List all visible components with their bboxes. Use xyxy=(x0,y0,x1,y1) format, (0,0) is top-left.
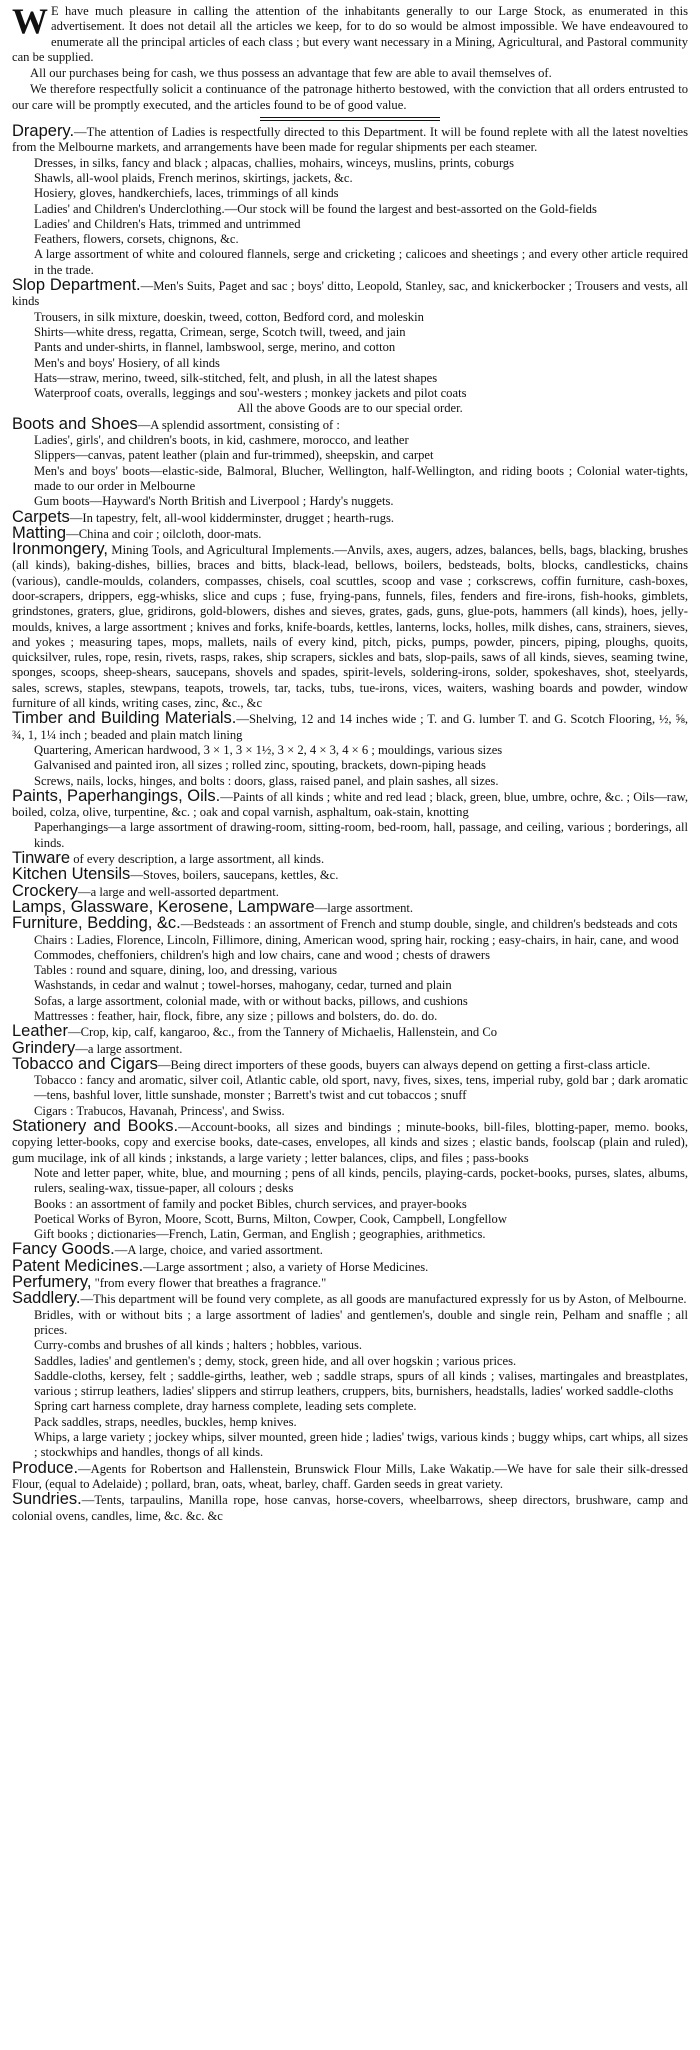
section-lead-text: —A large, choice, and varied assortment. xyxy=(114,1243,323,1258)
section-entry: Slippers—canvas, patent leather (plain and fur-trimmed), sheepskin, and carpet xyxy=(34,448,434,463)
section-lead xyxy=(12,867,688,883)
section xyxy=(12,916,688,1024)
section-entry: Tobacco : fancy and aromatic, silver coil, Atlantic cable, old sport, navy, fives, sixes, tens, imperial ruby, gold bar ; dark aromatic—tens, bashful lover, little sunshade, monster ; Barrett's twist and cut tobaccos ; snuff xyxy=(34,1073,688,1103)
section-entry: Mattresses : feather, hair, flock, fibre, any size ; pillows and bolsters, do. do. do. xyxy=(34,1009,438,1023)
intro-paragraph: We therefore respectfully solicit a continuance of the patronage hitherto bestowed, with the conviction that all orders entrusted to our care will be promptly executed, and the articles found to be of good value. xyxy=(12,82,688,112)
section-entry: Gift books ; dictionaries—French, Latin, German, and English ; geographies, arithmetics. xyxy=(34,1227,486,1242)
section-entry: Paperhangings—a large assortment of drawing-room, sitting-room, bed-room, hall, passage, and ceiling, various ; borderings, all kinds. xyxy=(34,820,688,850)
section-heading: Stationery and Books. xyxy=(12,1117,179,1136)
intro-text: E have much pleasure in calling the attention of the inhabitants generally to our Large Stock, as enumerated in this advertisement. It does not detail all the articles we keep, for to do so would be almost impossible. We have endeavoured to enumerate all the principal articles of each class ; but every want necessary in a Mining, Agricultural, and Pastoral community can be supplied. xyxy=(12,4,688,64)
section-entry: Gum boots—Hayward's North British and Liverpool ; Hardy's nuggets. xyxy=(34,494,394,509)
section-entry: Ladies' and Children's Underclothing.—Our stock will be found the largest and best-assorted on the Gold-fields xyxy=(34,201,597,216)
section-heading: Carpets xyxy=(12,507,70,526)
section-entry: Whips, a large variety ; jockey whips, silver mounted, green hide ; ladies' twigs, various kinds ; buggy whips, cart whips, all sizes ; stockwhips and handles, thongs of all kinds. xyxy=(34,1430,688,1460)
section-heading: Ironmongery, xyxy=(12,540,108,559)
section-entry: Pants and under-shirts, in flannel, lambswool, serge, merino, and cotton xyxy=(34,340,396,355)
section-entry: Bridles, with or without bits ; a large assortment of ladies' and gentlemen's, double and single rein, Pelham and snaffle ; all prices. xyxy=(34,1307,688,1337)
section-entry: Screws, nails, locks, hinges, and bolts : doors, glass, raised panel, and plain sashes, all sizes. xyxy=(34,773,499,788)
section-lead-text: —Crop, kip, calf, kangaroo, &c., from the Tannery of Michaelis, Hallenstein, and Co xyxy=(67,1025,498,1040)
section-entry: Men's and boys' boots—elastic-side, Balmoral, Blucher, Wellington, half-Wellington, and riding boots ; Colonial water-tights, made to our order in Melbourne xyxy=(34,463,688,493)
section-lead xyxy=(12,1024,688,1040)
section-heading: Timber and Building Materials. xyxy=(12,709,237,728)
section-lead-text: —A splendid assortment, consisting of : xyxy=(137,417,340,432)
section-heading: Fancy Goods. xyxy=(12,1240,115,1259)
section-lead-text: —Bedsteads : an assortment of French and stump double, single, and children's bedsteads and cots xyxy=(180,917,678,932)
section xyxy=(12,1119,688,1242)
section-heading: Saddlery. xyxy=(12,1289,81,1308)
section-lead-text: —Shelving, 12 and 14 inches wide ; T. and G. lumber T. and G. Scotch Flooring, ½, ⅝, ¾, 1, 1¼ inch ; beaded and plain match lining xyxy=(12,712,689,742)
section-heading: Perfumery, xyxy=(12,1273,92,1292)
section-heading: Lamps, Glassware, Kerosene, Lampware xyxy=(12,897,315,916)
section-entry: Spring cart harness complete, dray harness complete, leading sets complete. xyxy=(34,1399,417,1414)
section-entry: Books : an assortment of family and pocket Bibles, church services, and prayer-books xyxy=(34,1196,467,1211)
section-lead xyxy=(12,1291,688,1307)
section xyxy=(12,711,688,788)
section-heading: Crockery xyxy=(12,881,79,900)
section-entry: Tables : round and square, dining, loo, and dressing, various xyxy=(34,963,338,978)
section-heading: Grindery xyxy=(12,1038,76,1057)
section-heading: Kitchen Utensils xyxy=(12,865,131,884)
section-entry: Saddles, ladies' and gentlemen's ; demy, stock, green hide, and all over hogskin ; various prices. xyxy=(34,1353,517,1368)
section-lead-text: —a large and well-assorted department. xyxy=(78,884,279,899)
section-lead-text: —Account-books, all sizes and bindings ; minute-books, bill-files, blotting-paper, memo. books, copying letter-books, copy and exercise books, date-cases, envelopes, all kinds and sizes ; elastic bands, foolscap (plain and ruled), gum mucilage, ink of all kinds ; inkstands, a large variety ; letter balances, clips, and files ; pass-books xyxy=(12,1120,689,1165)
intro-paragraph: All our purchases being for cash, we thus possess an advantage that few are able to avail themselves of. xyxy=(30,66,552,81)
section-lead-text: —Agents for Robertson and Hallenstein, Brunswick Flour Mills, Lake Wakatip.—We have for sale their silk-dressed Flour, (equal to Adelaide) ; pollard, bran, oats, wheat, barley, chaff. Garden seeds in great variety. xyxy=(12,1461,688,1491)
section-entry: Men's and boys' Hosiery, of all kinds xyxy=(34,355,220,370)
section-lead xyxy=(12,1458,688,1493)
section xyxy=(12,1275,688,1291)
section xyxy=(12,1492,688,1524)
section-lead-text: —Large assortment ; also, a variety of Horse Medicines. xyxy=(143,1259,429,1274)
section-lead-text: —This department will be found very complete, as all goods are manufactured expressly for us by Aston, of Melbourne. xyxy=(80,1292,687,1307)
section-heading: Sundries. xyxy=(12,1490,82,1509)
section-lead xyxy=(12,1492,688,1524)
section-entry: Poetical Works of Byron, Moore, Scott, Burns, Milton, Cowper, Cook, Campbell, Longfellow xyxy=(34,1211,507,1226)
section-entry: Quartering, American hardwood, 3 × 1, 3 × 1½, 3 × 2, 4 × 3, 4 × 6 ; mouldings, various sizes xyxy=(34,742,503,757)
section-lead-text: —China and coir ; oilcloth, door-mats. xyxy=(66,526,262,541)
section-heading: Leather xyxy=(12,1022,68,1041)
section-entry: Chairs : Ladies, Florence, Lincoln, Fillimore, dining, American wood, spring hair, rocking ; easy-chairs, in hair, cane, and wood xyxy=(34,932,679,947)
section-heading: Boots and Shoes xyxy=(12,414,138,433)
section xyxy=(12,542,688,711)
section-entry: Saddle-cloths, kersey, felt ; saddle-girths, leather, web ; saddle straps, spurs of all kinds ; valises, martingales and breastplates, various ; stirrup leathers, ladies' slippers and stirrup leathers, cruppers, bits, burnishers, headstalls, ladies' worked saddle-cloths xyxy=(34,1368,688,1399)
section-entry: Ladies' and Children's Hats, trimmed and untrimmed xyxy=(34,216,301,231)
section-heading: Slop Department. xyxy=(12,276,141,295)
section-lead xyxy=(12,124,688,156)
intro-paragraph xyxy=(12,1,688,65)
section-entry: Sofas, a large assortment, colonial made, with or without backs, pillows, and cushions xyxy=(34,993,468,1008)
section-lead xyxy=(12,786,689,821)
section-lead xyxy=(12,711,688,743)
section-entry: Washstands, in cedar and walnut ; towel-horses, mahogany, cedar, turned and plain xyxy=(34,978,452,993)
section-note: All the above Goods are to our special order. xyxy=(237,401,463,416)
section-entry: Waterproof coats, overalls, leggings and sou'-westers ; monkey jackets and pilot coats xyxy=(34,386,467,401)
section-lead-text: —In tapestry, felt, all-wool kidderminster, drugget ; hearth-rugs. xyxy=(69,510,395,525)
section-heading: Paints, Paperhangings, Oils. xyxy=(12,786,221,805)
section xyxy=(12,1458,688,1493)
section xyxy=(12,507,688,526)
section-entry: Shawls, all-wool plaids, French merinos, skirtings, jackets, &c. xyxy=(34,170,353,185)
section-heading: Furniture, Bedding, &c. xyxy=(12,914,181,933)
section-lead-text: —Being direct importers of these goods, buyers can always depend on getting a first-class article. xyxy=(157,1057,651,1072)
section-entry: Feathers, flowers, corsets, chignons, &c. xyxy=(34,232,239,247)
section-heading: Tinware xyxy=(12,849,71,868)
section-entry: Galvanised and painted iron, all sizes ; rolled zinc, spouting, brackets, down-piping heads xyxy=(34,758,486,773)
divider-rule xyxy=(260,117,440,121)
section-heading: Patent Medicines. xyxy=(12,1256,144,1275)
section-entry: Commodes, cheffoniers, children's high and low chairs, cane and wood ; chests of drawers xyxy=(34,947,490,962)
section-entry: Trousers, in silk mixture, doeskin, tweed, cotton, Bedford cord, and moleskin xyxy=(34,309,424,324)
section-lead-text: "from every flower that breathes a fragrance." xyxy=(91,1276,327,1291)
section-lead xyxy=(12,414,688,433)
section-lead xyxy=(12,1275,688,1291)
section xyxy=(12,1024,688,1040)
section-lead xyxy=(12,916,688,932)
section-entry: Dresses, in silks, fancy and black ; alpacas, challies, mohairs, winceys, muslins, prints, coburgs xyxy=(34,155,514,170)
section xyxy=(12,1256,688,1275)
section xyxy=(12,867,688,883)
section xyxy=(12,124,688,278)
sections-list xyxy=(12,124,688,1524)
section xyxy=(12,414,688,510)
section xyxy=(12,278,688,417)
section-lead-text: Mining Tools, and Agricultural Implements.—Anvils, axes, augers, adzes, balances, bells, bags, blacking, brushes (all kinds), baking-dishes, billies, braces and bitts, black-lead, bellows, boilers, bedsteads, bolts, blocks, candlesticks, chains (various), candle-moulds, colanders, compasses, chisels, coal scuttles, scoop and vase ; corkscrews, coffin furniture, cash-boxes, door-scrapers, drippers, egg-whisks, slice and cups ; fuse, frying-pans, funnels, files, fenders and fire-irons, fish-hooks, gimblets, grindstones, graters, glue, gridirons, gold-blowers, dishes and sieves, grates, gads, guns, glue-pots, hammers (all kinds), hoes, jelly-moulds, knives, a large assortment ; knives and forks, knife-boards, kettles, lanterns, locks, holles, milk dishes, cans, strainers, sieves, and yokes ; measuring tapes, mops, mallets, nails of every kind, pitch, picks, pumps, powder, pincers, piping, ploughs, quoits, quicksilver, rules, rope, resin, rivets, rasps, rakes, ship scrapers, sickles and bats, slop-pails, saws of all kinds, sieves, seaming twine, sponges, scoops, sheep-shears, saucepans, shovels and spades, spirit-levels, soldering-irons, solder, spokeshaves, shot, steelyards, sales, screws, staples, stewpans, teapots, trowels, tar, tacks, tubs, tue-irons, vices, waiters, washing boards and powder, window furniture of all kinds, writing cases, zinc, &c., &c xyxy=(12,543,688,711)
section-lead-text: —The attention of Ladies is respectfully directed to this Department. It will be found replete with all the latest novelties from the Melbourne markets, and arrangements have been made for regular shipments per each steamer. xyxy=(12,125,688,155)
section-entry: Shirts—white dress, regatta, Crimean, serge, Scotch twill, tweed, and jain xyxy=(34,324,406,339)
section xyxy=(12,1054,688,1119)
section-lead-text: —large assortment. xyxy=(314,900,414,915)
section-lead xyxy=(12,507,688,526)
section-lead-text: —Paints of all kinds ; white and red lead ; black, green, blue, umbre, ochre, &c. ; Oils—raw, boiled, colza, olive, turpentine, &c. ; oak and copal varnish, asphaltum, oak-stain, knotting xyxy=(12,789,689,820)
section-heading: Produce. xyxy=(12,1458,79,1477)
section-lead-text: —a large assortment. xyxy=(75,1041,183,1056)
section-lead-text: of every description, a large assortment, all kinds. xyxy=(70,852,325,867)
section-lead xyxy=(12,523,688,542)
drop-cap: W xyxy=(12,1,48,41)
section-entry: Cigars : Trabucos, Havanah, Princess', and Swiss. xyxy=(34,1103,285,1118)
section-lead-text: —Tents, tarpaulins, Manilla rope, hose canvas, horse-covers, wheelbarrows, sheep directors, brushware, camp and colonial ovens, candles, lime, &c. &c. &c xyxy=(12,1493,688,1523)
section-entry: Curry-combs and brushes of all kinds ; halters ; hobbles, various. xyxy=(34,1338,363,1353)
section-lead xyxy=(12,1054,688,1073)
section xyxy=(12,523,688,542)
section-lead xyxy=(12,542,688,711)
section-heading: Matting xyxy=(12,523,67,542)
section xyxy=(12,786,689,851)
section-lead xyxy=(12,1119,688,1166)
section-heading: Drapery. xyxy=(12,122,75,141)
section-lead xyxy=(12,278,688,310)
section-entry: Hats—straw, merino, tweed, silk-stitched, felt, and plush, in all the latest shapes xyxy=(34,370,438,385)
section-entry: A large assortment of white and coloured flannels, serge and cricketing ; calicoes and sheetings ; and every other article required in the trade. xyxy=(34,247,688,277)
section-lead xyxy=(12,1256,688,1275)
section-entry: Note and letter paper, white, blue, and mourning ; pens of all kinds, pencils, playing-cards, pocket-books, purses, slates, albums, rulers, sealing-wax, tissue-paper, all colours ; desks xyxy=(34,1165,688,1196)
intro xyxy=(12,1,688,113)
section-lead-text: —Stoves, boilers, saucepans, kettles, &c. xyxy=(130,868,339,883)
section-entry: Hosiery, gloves, handkerchiefs, laces, trimmings of all kinds xyxy=(34,186,339,201)
section-lead-text: —Men's Suits, Paget and sac ; boys' ditto, Leopold, Stanley, sac, and knickerbocker ; Trousers and vests, all kinds xyxy=(12,279,688,309)
section-entry: Ladies', girls', and children's boots, in kid, cashmere, morocco, and leather xyxy=(34,433,409,448)
section xyxy=(12,1291,688,1460)
section-entry: Pack saddles, straps, needles, buckles, hemp knives. xyxy=(34,1414,297,1429)
section-heading: Tobacco and Cigars xyxy=(12,1054,158,1073)
